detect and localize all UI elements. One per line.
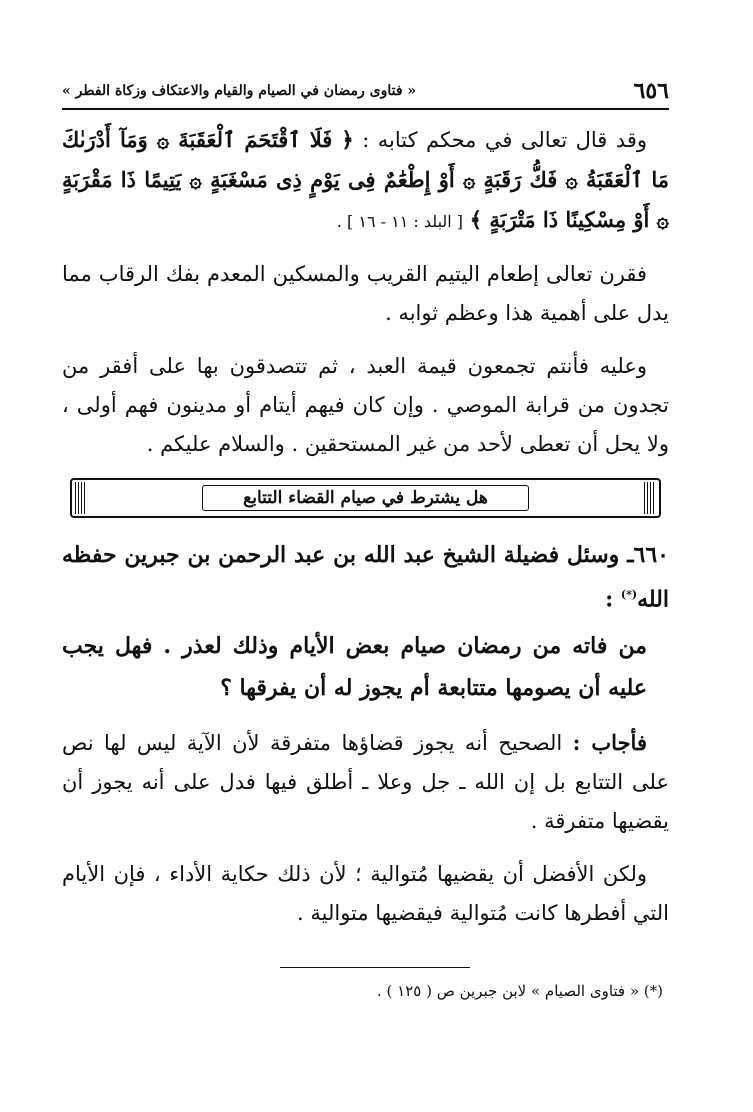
verse-intro: وقد قال تعالى في محكم كتابه :	[353, 128, 648, 152]
answer-text-1: الصحيح أنه يجوز قضاؤها متفرقة لأن الآية ليس لها نص على التتابع بل إن الله ـ جل وعلا ـ أطلق فيها فدل على أنه يجوز أن يقضيها متفرقة .	[62, 731, 669, 834]
running-title: « فتاوى رمضان في الصيام والقيام والاعتكاف وزكاة الفطر »	[62, 83, 417, 99]
page-number: ٦٥٦	[633, 78, 669, 104]
footnote: (*) « فتاوى الصيام » لابن جبرين ص ( ١٢٥ ) .	[377, 982, 663, 1000]
question-text: من فاته من رمضان صيام بعض الأيام وذلك لعذر . فهل يجب عليه أن يصومها متتابعة أم يجوز له أن يفرقها ؟	[62, 633, 647, 702]
footnote-divider	[280, 967, 470, 968]
answer-paragraph-2: ولكن الأفضل أن يقضيها مُتوالية ؛ لأن ذلك حكاية الأداء ، فإن الأيام التي أفطرها كانت مُتوالية فيقضيها متوالية .	[62, 862, 669, 926]
question-head-tail: :	[605, 586, 621, 613]
section-banner	[70, 478, 661, 518]
answer-label: فأجاب :	[572, 730, 647, 756]
section-title: هل يشترط في صيام القضاء التتابع	[202, 485, 529, 511]
quran-verse: ﴿ فَلَا ٱقْتَحَمَ ٱلْعَقَبَةَ ۞ وَمَآ أَدْرَىٰكَ مَا ٱلْعَقَبَةُ ۞ فَكُّ رَقَبَةٍ ۞ أَوْ إِطْعَٰمٌ فِى يَوْمٍ ذِى مَسْغَبَةٍ ۞ يَتِيمًا ذَا مَقْرَبَةٍ ۞ أَوْ مِسْكِينًا ذَا مَتْرَبَةٍ ﴾	[62, 127, 669, 232]
question-head-text: ٦٦٠ـ وسئل فضيلة الشيخ عبد الله بن عبد الرحمن بن جبرين حفظه الله	[62, 542, 669, 613]
footnote-marker: (*)	[620, 588, 638, 601]
question-heading	[62, 536, 669, 619]
paragraph-3: وعليه فأنتم تجمعون قيمة العبد ، ثم تتصدقون بها على أفقر من تجدون من قرابة الموصي . وإن كان فيهم أيتام أو مدينون فهم أولى ، ولا يحل أن تعطى لأحد من غير المستحقين . والسلام عليكم .	[62, 354, 669, 456]
page-content	[62, 120, 669, 947]
answer-paragraph-1	[62, 723, 669, 841]
page-header	[62, 74, 669, 110]
paragraph-2: فقرن تعالى إطعام اليتيم القريب والمسكين المعدم بفك الرقاب مما يدل على أهمية هذا وعظم ثوابه .	[62, 262, 669, 325]
paragraph-verse	[62, 120, 669, 241]
verse-reference: [ البلد : ١١ - ١٦ ] .	[336, 212, 464, 231]
